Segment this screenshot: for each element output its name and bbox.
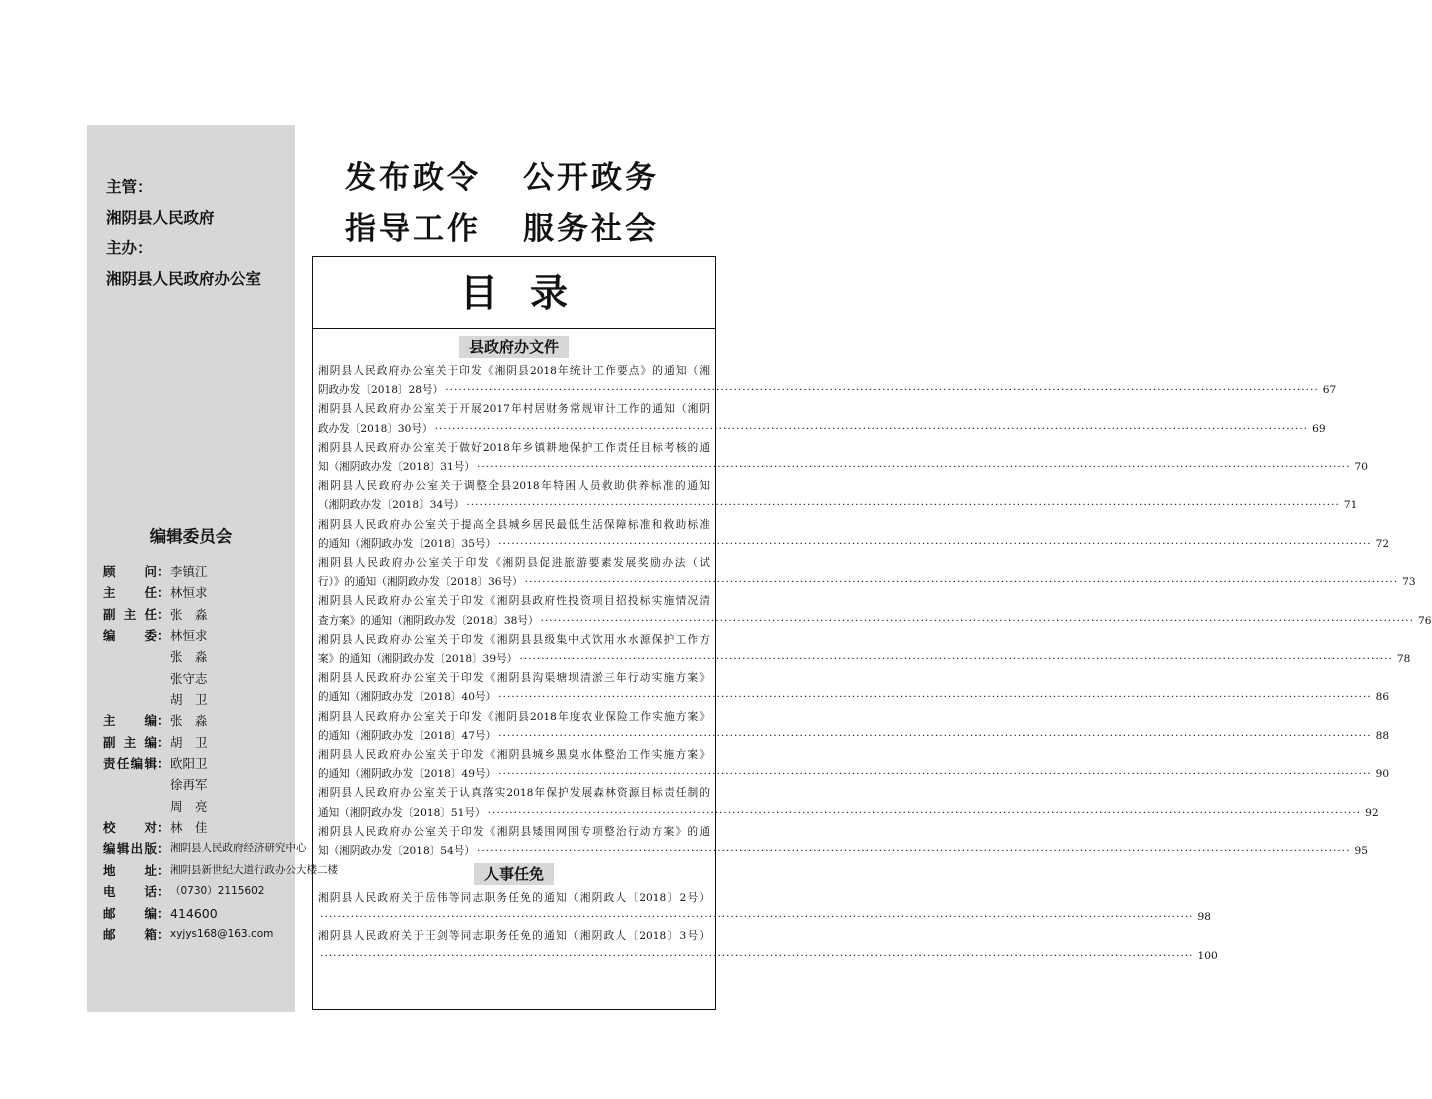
toc-entry-line (318, 842, 1368, 861)
staff-role (103, 774, 157, 795)
toc-entry-doc-number: 的通知（湘阴政办发〔2018〕49号） (318, 768, 497, 781)
toc-leader-dots: ········································································································································································································ (498, 729, 1372, 742)
staff-name: 林 佳 (170, 820, 208, 836)
toc-entry-title: 湘阴县人民政府办公室关于印发《湘阴县矮围网围专项整治行动方案》的通 (318, 825, 710, 838)
editorial-staff-row (103, 668, 338, 689)
toc-entry-line (318, 535, 1390, 554)
toc-page-number: 90 (1375, 768, 1390, 781)
staff-role: 主 编 (103, 713, 157, 729)
slogan-line-2 (345, 203, 659, 248)
toc-entry[interactable] (318, 746, 1390, 784)
editorial-staff-row (103, 860, 338, 881)
slogan-phrase: 指导工作 (345, 211, 481, 247)
editorial-staff-row (103, 796, 338, 817)
staff-role: 邮 箱 (103, 926, 157, 942)
table-of-contents (312, 256, 1432, 1010)
toc-entry-title: 湘阴县人民政府办公室关于提高全县城乡居民最低生活保障标准和救助标准 (318, 518, 710, 531)
toc-entry-list (313, 362, 1432, 861)
toc-entry-doc-number: （湘阴政办发〔2018〕34号） (318, 499, 465, 512)
toc-entry-doc-number: 阴政办发〔2018〕28号） (318, 384, 444, 397)
staff-colon (157, 646, 170, 667)
toc-entry-line (318, 381, 1337, 400)
staff-name: 李镇江 (170, 564, 208, 579)
toc-entry-list (313, 889, 1218, 966)
editorial-staff-row (103, 561, 338, 582)
toc-entry-doc-number: 查方案》的通知（湘阴政办发〔2018〕38号） (318, 614, 539, 627)
staff-role: 编 委 (103, 628, 157, 644)
toc-entry-doc-number: 行）》的通知（湘阴政办发〔2018〕36号） (318, 576, 523, 589)
sponsor-label: 主管： (106, 177, 153, 196)
editorial-staff-list (103, 561, 338, 945)
staff-name: 胡 卫 (170, 692, 208, 708)
toc-entry-title: 湘阴县人民政府办公室关于认真落实2018年保护发展森林资源目标责任制的 (318, 787, 710, 800)
toc-page-number: 100 (1197, 949, 1218, 962)
toc-page-number: 95 (1354, 844, 1368, 857)
staff-colon: ： (157, 564, 170, 579)
toc-leader-dots: ········································································································································································································ (487, 806, 1362, 819)
toc-entry[interactable] (318, 362, 1337, 400)
staff-role: 副主编 (103, 734, 157, 750)
toc-entry-title: 湘阴县人民政府办公室关于印发《湘阴县沟渠塘坝清淤三年行动实施方案》 (318, 672, 710, 685)
toc-page-number: 76 (1418, 614, 1432, 627)
toc-entry-line (318, 727, 1390, 746)
staff-role: 编辑出版 (103, 841, 157, 857)
toc-section-title: 人事任免 (474, 863, 554, 885)
toc-leader-dots: ········································································································································································································ (320, 949, 1194, 962)
staff-colon: ： (157, 926, 170, 942)
toc-entry[interactable] (318, 400, 1326, 438)
toc-entry[interactable] (318, 889, 1211, 927)
slogan-phrase: 公开政务 (523, 160, 659, 196)
toc-entry[interactable] (318, 477, 1358, 515)
staff-colon: ： (157, 606, 170, 622)
toc-page-number: 69 (1312, 422, 1326, 435)
toc-entry-title: 湘阴县人民政府办公室关于印发《湘阴县政府性投资项目招投标实施情况清 (318, 595, 710, 608)
toc-entry-title: 湘阴县人民政府办公室关于开展2017年村居财务常规审计工作的通知（湘阴 (318, 403, 710, 416)
toc-entry-title: 湘阴县人民政府办公室关于做好2018年乡镇耕地保护工作责任目标考核的通 (318, 441, 710, 454)
staff-role: 主 任 (103, 585, 157, 601)
toc-entry-doc-number: 知（湘阴政办发〔2018〕31号） (318, 460, 475, 473)
staff-name: 张 淼 (170, 606, 208, 622)
editorial-staff-row (103, 582, 338, 603)
toc-page-number: 71 (1343, 499, 1358, 512)
staff-name: （0730）2115602 (170, 885, 265, 898)
staff-colon: ： (157, 756, 170, 772)
toc-leader-dots: ········································································································································································································ (498, 768, 1372, 781)
toc-entry[interactable] (318, 823, 1368, 861)
toc-leader-dots: ········································································································································································································ (466, 499, 1340, 512)
staff-colon: ： (157, 862, 170, 878)
toc-entry-doc-number: 案》的通知（湘阴政办发〔2018〕39号） (318, 652, 518, 665)
staff-name: 张 淼 (170, 649, 208, 665)
staff-name: 张守志 (170, 670, 208, 686)
toc-entry[interactable] (318, 669, 1390, 707)
editorial-staff-row (103, 817, 338, 838)
toc-page-number: 72 (1375, 537, 1390, 550)
toc-leader-dots: ········································································································································································································ (540, 614, 1415, 627)
toc-entry-line (318, 573, 1416, 592)
toc-entry[interactable] (318, 631, 1411, 669)
toc-entry-title: 湘阴县人民政府办公室关于印发《湘阴县促进旅游要素发展奖励办法（试 (318, 556, 710, 569)
staff-name: 胡 卫 (170, 734, 208, 750)
editorial-staff-row (103, 924, 338, 945)
staff-role (103, 646, 157, 667)
staff-role (103, 796, 157, 817)
toc-page-number: 78 (1396, 652, 1411, 665)
toc-leader-dots: ········································································································································································································ (434, 422, 1309, 435)
staff-role (103, 668, 157, 689)
editorial-staff-row (103, 710, 338, 731)
staff-role: 责任编辑 (103, 756, 157, 772)
toc-entry[interactable] (318, 708, 1390, 746)
staff-colon: ： (157, 905, 170, 921)
toc-entry-doc-number: 的通知（湘阴政办发〔2018〕40号） (318, 691, 497, 704)
editorial-staff-row (103, 903, 338, 924)
toc-page-number: 92 (1365, 806, 1379, 819)
staff-role: 邮 编 (103, 905, 157, 921)
toc-entry[interactable] (318, 927, 1218, 965)
editorial-staff-row (103, 881, 338, 902)
toc-section-title: 县政府办文件 (459, 336, 569, 358)
toc-page-number: 98 (1197, 911, 1211, 924)
staff-colon: ： (157, 884, 170, 900)
editorial-staff-row (103, 604, 338, 625)
staff-name: 湘阴县人民政府经济研究中心 (170, 842, 307, 855)
toc-entry-line (318, 650, 1411, 669)
staff-name: xyjys168@163.com (170, 927, 274, 940)
toc-page-number: 86 (1375, 691, 1390, 704)
toc-title: 目录 (459, 270, 600, 315)
toc-entry-title: 湘阴县人民政府办公室关于印发《湘阴县2018年度农业保险工作实施方案》 (318, 710, 710, 723)
toc-leader-dots: ········································································································································································································ (320, 911, 1194, 924)
staff-colon (157, 689, 170, 710)
staff-role: 副主任 (103, 606, 157, 622)
toc-entry-line (318, 804, 1379, 823)
staff-name: 林恒求 (170, 585, 208, 601)
editorial-staff-row (103, 625, 338, 646)
editorial-staff-row (103, 838, 338, 859)
organizer-label: 主办： (106, 238, 153, 257)
toc-section-heading (313, 863, 715, 889)
staff-colon: ： (157, 628, 170, 644)
toc-entry-line (318, 947, 1218, 966)
toc-entry-line (318, 908, 1211, 927)
toc-entry-title: 湘阴县人民政府办公室关于印发《湘阴县2018年统计工作要点》的通知（湘 (318, 365, 710, 377)
staff-colon (157, 796, 170, 817)
toc-leader-dots: ········································································································································································································ (519, 652, 1393, 665)
toc-page-number: 73 (1402, 576, 1416, 589)
staff-role: 顾 问 (103, 564, 157, 579)
toc-entry[interactable] (318, 439, 1368, 477)
toc-entry-line (318, 496, 1358, 515)
toc-entry-title: 湘阴县人民政府办公室关于印发《湘阴县县级集中式饮用水水源保护工作方 (318, 633, 710, 646)
toc-body (313, 336, 1432, 966)
toc-page-number: 67 (1322, 384, 1337, 397)
toc-entry-title: 湘阴县人民政府关于岳伟等同志职务任免的通知（湘阴政人〔2018〕2号） (318, 892, 710, 905)
organizer-name: 湘阴县人民政府办公室 (106, 268, 262, 288)
toc-entry-doc-number: 通知（湘阴政办发〔2018〕51号） (318, 806, 486, 819)
editorial-staff-row (103, 753, 338, 774)
staff-colon (157, 668, 170, 689)
toc-leader-dots: ········································································································································································································ (498, 691, 1372, 704)
toc-leader-dots: ········································································································································································································ (445, 384, 1319, 397)
toc-entry-title: 湘阴县人民政府办公室关于印发《湘阴县城乡黑臭水体整治工作实施方案》 (318, 748, 710, 761)
editorial-staff-row (103, 646, 338, 667)
sponsor-name: 湘阴县人民政府 (106, 207, 215, 227)
toc-page-number: 70 (1354, 460, 1368, 473)
staff-role: 校 对 (103, 820, 157, 836)
toc-entry-line (318, 688, 1390, 707)
staff-role: 地 址 (103, 862, 157, 878)
staff-name: 414600 (170, 905, 218, 921)
staff-colon (157, 774, 170, 795)
staff-name: 徐再军 (170, 777, 208, 793)
toc-entry-line (318, 765, 1390, 784)
toc-section-heading (313, 336, 715, 362)
staff-name: 欧阳卫 (170, 756, 208, 772)
toc-leader-dots: ········································································································································································································ (476, 460, 1351, 473)
editorial-staff-row (103, 732, 338, 753)
slogan-phrase: 发布政令 (345, 160, 481, 196)
staff-role (103, 689, 157, 710)
toc-entry-line (318, 458, 1368, 477)
toc-entry-doc-number: 的通知（湘阴政办发〔2018〕47号） (318, 729, 497, 742)
sponsor-block (106, 172, 261, 294)
staff-colon: ： (157, 585, 170, 601)
toc-entry[interactable] (318, 784, 1379, 822)
slogan-phrase: 服务社会 (523, 211, 659, 247)
slogan-line-1 (345, 152, 659, 197)
staff-colon: ： (157, 713, 170, 729)
toc-entry-line (318, 420, 1326, 439)
staff-role: 电 话 (103, 884, 157, 900)
staff-colon: ： (157, 734, 170, 750)
toc-entry[interactable] (318, 554, 1416, 592)
toc-entry-doc-number: 知（湘阴政办发〔2018〕54号） (318, 844, 475, 857)
toc-entry[interactable] (318, 592, 1432, 630)
toc-entry-line (318, 612, 1432, 631)
toc-page-number: 88 (1375, 729, 1390, 742)
staff-colon: ： (157, 820, 170, 836)
staff-name: 张 淼 (170, 713, 208, 729)
editorial-staff-row (103, 689, 338, 710)
toc-leader-dots: ········································································································································································································ (476, 844, 1351, 857)
editorial-board-title: 编辑委员会 (149, 527, 233, 546)
editorial-staff-row (103, 774, 338, 795)
toc-entry-doc-number: 的通知（湘阴政办发〔2018〕35号） (318, 537, 497, 550)
toc-header (313, 257, 715, 329)
staff-name: 林恒求 (170, 628, 208, 644)
toc-leader-dots: ········································································································································································································ (524, 576, 1399, 589)
toc-leader-dots: ········································································································································································································ (498, 537, 1372, 550)
toc-entry-title: 湘阴县人民政府办公室关于调整全县2018年特困人员救助供养标准的通知 (318, 480, 710, 493)
toc-entry[interactable] (318, 516, 1390, 554)
toc-entry-doc-number: 政办发〔2018〕30号） (318, 422, 433, 435)
staff-name: 周 亮 (170, 798, 208, 814)
toc-entry-title: 湘阴县人民政府关于王剑等同志职务任免的通知（湘阴政人〔2018〕3号） (318, 930, 710, 943)
staff-name: 湘阴县新世纪大道行政办公大楼二楼 (170, 863, 338, 876)
staff-colon: ： (157, 841, 170, 857)
